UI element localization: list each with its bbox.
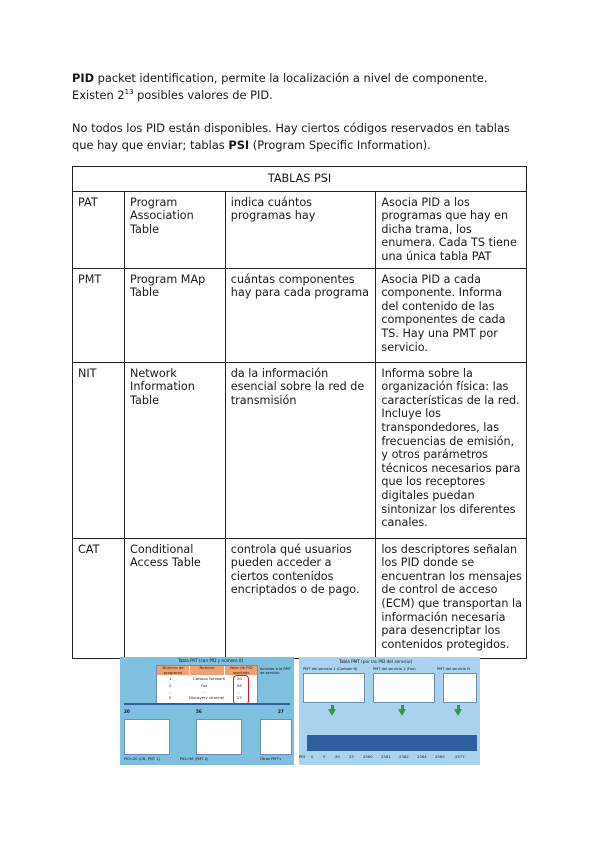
paragraph-psi [72, 120, 528, 154]
table-header-row [73, 167, 527, 192]
pmt2-caption: PID=56 (PMT 2) [180, 757, 209, 761]
pmt-serviceN-box [443, 673, 477, 703]
pat-entry-name: ... [203, 689, 207, 694]
table-title: TABLAS PSI [73, 167, 527, 192]
psi-text-end: (Program Specific Information). [249, 138, 431, 152]
psi-text: No todos los PID están disponibles. Hay ciertos códigos reservados en tablas que hay que enviar; tablas [72, 121, 510, 152]
pat-entry-n: 5 [169, 695, 172, 700]
psi-tables [72, 166, 527, 659]
ts-packet-bar [307, 735, 477, 751]
down-arrow-icon [454, 709, 462, 716]
pid-val: 20 [335, 754, 340, 759]
down-arrow-icon [398, 709, 406, 716]
pmt-sub2: PMT del servicio 2 (Fox) [373, 667, 416, 671]
row-name: Network Information Table [125, 362, 226, 538]
pmt-service1-box [303, 673, 365, 703]
psi-term: PSI [228, 138, 250, 152]
row-abbr: PAT [73, 191, 125, 268]
row-detail: Asocia PID a los programas que hay en dicha trama, los enumera. Cada TS tiene una única tabla PAT [376, 191, 527, 268]
row-name: Program MAp Table [125, 268, 226, 362]
pmt-sub1: PMT del servicio 1 (Cartoon N) [303, 667, 358, 671]
pid-val: 2577 [455, 754, 465, 759]
pid-val: 2561 [381, 754, 391, 759]
pmt-sub3: PMT del servicio N [437, 667, 470, 671]
table-row [73, 268, 527, 362]
pid-val: 2565 [435, 754, 445, 759]
pmt-other-caption: Otras PMT's [260, 757, 282, 761]
pmt1-box [124, 719, 170, 755]
pat-title: Tabla PAT (con PID y número 0) [178, 658, 244, 663]
pmt-title: Tabla PMT (por las PID del servicio) [339, 659, 413, 664]
pid-val: 25 [349, 754, 354, 759]
pat-table-box [156, 665, 258, 705]
down-arrow-icon [328, 709, 336, 716]
pmt-service2-box [373, 673, 435, 703]
row-detail: Informa sobre la organización física: las características de la red. Incluye los transpondedores, las frecuencias de emisión, y otros parámetros técnicos necesarios para que los receptores digitales puedan sintonizar los diferentes canales. [376, 362, 527, 538]
row-desc: controla qué usuarios pueden acceder a ciertos contenidos encriptados o de pago. [225, 538, 376, 658]
row-abbr: NIT [73, 362, 125, 538]
pat-entry-name: Cartoon Network [193, 676, 226, 681]
pid-val: 2560 [363, 754, 373, 759]
row-desc: da la información esencial sobre la red de transmisión [225, 362, 376, 538]
pid-label-20: 20 [124, 709, 130, 714]
pmt2-box [196, 719, 242, 755]
pat-diagram [120, 657, 294, 765]
paragraph-pid [72, 70, 528, 104]
pid-term: PID [72, 71, 95, 85]
pid-label-27: 27 [278, 709, 284, 714]
row-abbr: PMT [73, 268, 125, 362]
pat-entry-pid: ... [237, 689, 241, 694]
table-row [73, 362, 527, 538]
pat-col-name: Nombre [190, 666, 224, 675]
row-detail: Asocia PID a cada componente. Informa del contenido de las componentes de cada TS. Hay una PMT por servicio. [376, 268, 527, 362]
pat-note: Acceder a la PMT de servicio [260, 667, 291, 676]
pat-entry-pid: 20 [237, 676, 242, 681]
pat-col-program: Número de programa [157, 666, 189, 675]
pid-text-end: posibles valores de PID. [133, 88, 273, 102]
pid-exponent: 13 [124, 88, 134, 96]
pid-val: 5 [323, 754, 326, 759]
pmt-diagram [299, 657, 480, 765]
pid-val: 2562 [399, 754, 409, 759]
pat-entry-n: ... [169, 689, 173, 694]
row-name: Conditional Access Table [125, 538, 226, 658]
pat-entry-n: 1 [169, 676, 172, 681]
ts-line [124, 703, 290, 705]
pid-highlight [233, 675, 249, 705]
row-abbr: CAT [73, 538, 125, 658]
pid-val: 2564 [417, 754, 427, 759]
pat-entry-pid: 27 [237, 695, 242, 700]
pat-entry-pid: 56 [237, 683, 242, 688]
pat-entry-n: 2 [169, 683, 172, 688]
pid-text: packet identification, permite la localización a nivel de componente. Existen 2 [72, 71, 488, 102]
pid-val: 0 [311, 754, 314, 759]
row-detail: los descriptores señalan los PID donde se encuentran los mensajes de control de acceso (ECM) que transportan la información necesaria para desencriptar los contenidos protegidos. [376, 538, 527, 658]
pat-entry-name: Fox [201, 683, 208, 688]
table-row [73, 191, 527, 268]
table-row [73, 538, 527, 658]
pmt-other-box [260, 719, 292, 755]
pid-val: PID [299, 754, 306, 759]
row-desc: cuántas componentes hay para cada programa [225, 268, 376, 362]
pmt1-caption: PID=20 (CN, PMT 1) [124, 757, 160, 761]
pat-entry-name: Discovery channel [189, 695, 224, 700]
pat-col-pid: Valor de PID asociado [225, 666, 257, 675]
pid-label-56: 56 [196, 709, 202, 714]
row-desc: indica cuántos programas hay [225, 191, 376, 268]
row-name: Program Association Table [125, 191, 226, 268]
